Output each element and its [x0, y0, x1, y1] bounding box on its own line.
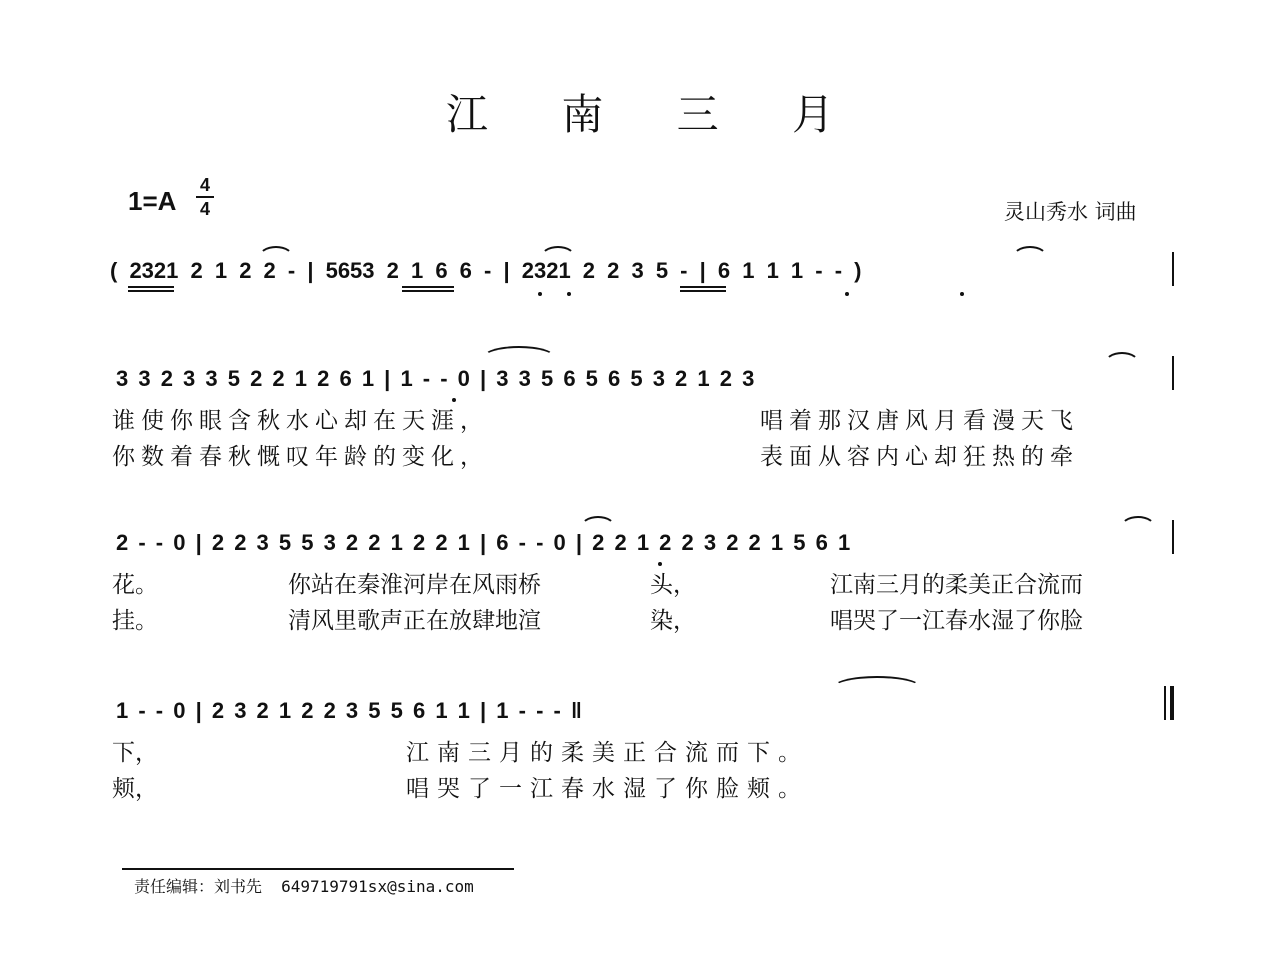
lyrics-verse-2: 颊， — [112, 776, 158, 802]
lyrics-verse-2: 挂。 — [112, 608, 158, 634]
lyrics-verse-2: 染， — [650, 608, 696, 634]
lyrics-verse-1: 你站在秦淮河岸在风雨桥 — [288, 572, 541, 598]
tie-mark — [1120, 516, 1156, 528]
lyrics-verse-2: 清风里歌声正在放肆地渲 — [288, 608, 541, 634]
octave-dot — [567, 292, 571, 296]
author-credit: 灵山秀水 词曲 — [1004, 200, 1137, 224]
lyrics-verse-1: 江南三月的柔美正合流而下。 — [406, 740, 809, 766]
underline — [680, 286, 726, 288]
octave-dot — [960, 292, 964, 296]
lyrics-verse-1: 花。 — [112, 572, 158, 598]
tie-mark — [1012, 246, 1048, 258]
underline — [128, 290, 174, 292]
lyrics-verse-2: 表面从容内心却狂热的牵 — [760, 444, 1079, 470]
tie-mark — [580, 516, 616, 528]
bar-line — [1172, 356, 1174, 390]
lyrics-verse-2: 你数着春秋慨叹年龄的变化， — [112, 444, 489, 470]
meter-top: 4 — [199, 175, 210, 195]
lyrics-verse-2: 唱哭了一江春水湿了你脸 — [830, 608, 1083, 634]
tie-mark — [540, 246, 576, 258]
tie-mark — [258, 246, 294, 258]
meter-divider — [196, 196, 214, 198]
tie-mark — [1104, 352, 1140, 364]
lyrics-verse-1: 谁使你眼含秋水心却在天涯， — [112, 408, 489, 434]
octave-dot — [845, 292, 849, 296]
underline — [680, 290, 726, 292]
bar-line — [1172, 520, 1174, 554]
octave-dot — [538, 292, 542, 296]
underline — [402, 290, 454, 292]
lyrics-verse-1: 江南三月的柔美正合流而 — [830, 572, 1083, 598]
key-signature: 1=A — [128, 186, 177, 216]
lyrics-verse-2: 唱哭了一江春水湿了你脸颊。 — [406, 776, 809, 802]
footer-rule — [122, 868, 514, 870]
lyrics-verse-1: 唱着那汉唐风月看漫天飞 — [760, 408, 1079, 434]
notation-line-3: 2 - - 0 | 2 2 3 5 5 3 2 2 1 2 2 1 | 6 - - 0 | 2 2 1 2 2 3 2 2 1 5 6 1 — [116, 530, 851, 555]
notation-line-4: 1 - - 0 | 2 3 2 1 2 2 3 5 5 6 1 1 | 1 - - - ‖ — [116, 698, 582, 723]
bar-line — [1172, 252, 1174, 286]
editor-label: 责任编辑：刘书先 — [134, 877, 263, 896]
tie-mark — [832, 676, 922, 688]
octave-dot — [658, 562, 662, 566]
meter-bottom: 4 — [199, 199, 210, 219]
editor-credit — [134, 874, 474, 897]
lyrics-verse-1: 下， — [112, 740, 158, 766]
underline — [128, 286, 174, 288]
final-bar-line — [1164, 686, 1166, 720]
final-bar-line — [1170, 686, 1174, 720]
tie-mark — [482, 346, 556, 358]
underline — [402, 286, 454, 288]
time-signature — [196, 176, 214, 218]
notation-line-2: 3 3 2 3 3 5 2 2 1 2 6 1 | 1 - - 0 | 3 3 5 6 5 6 5 3 2 1 2 3 — [116, 366, 755, 391]
octave-dot — [452, 398, 456, 402]
editor-email: 649719791sx@sina.com — [281, 877, 474, 896]
notation-line-1: ( 2321 2 1 2 2 - | 5653 2 1 6 6 - | 2321 2 2 3 5 - | 6 1 1 1 - - ) — [110, 258, 862, 283]
song-title: 江 南 三 月 — [445, 90, 865, 139]
lyrics-verse-1: 头， — [650, 572, 696, 598]
